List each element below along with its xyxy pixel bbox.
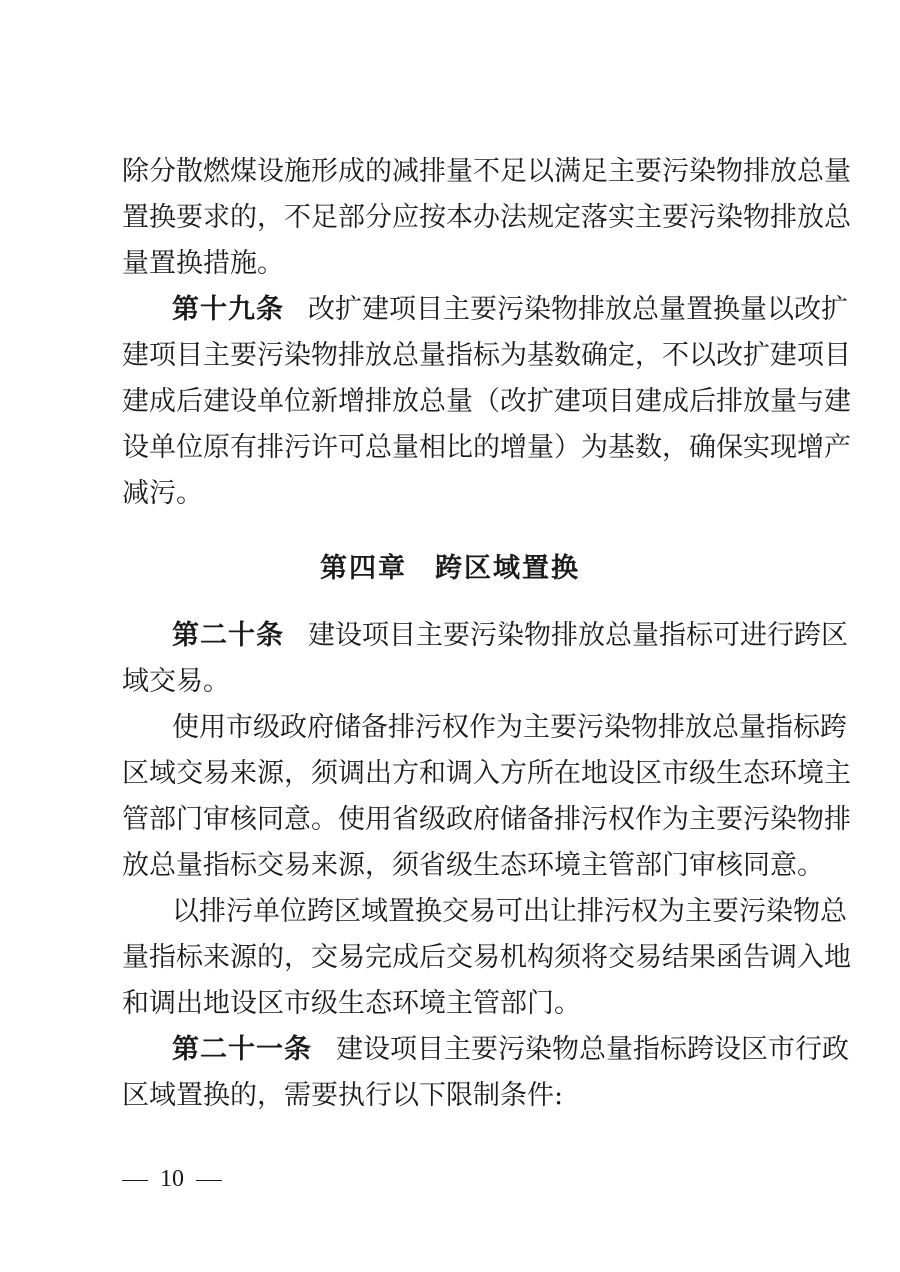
- dash-decoration: [122, 1180, 148, 1181]
- article-line: [172, 293, 848, 327]
- body-line: 和调出地设区市级生态环境主管部门。: [122, 988, 581, 1019]
- body-line: 减污。: [122, 478, 203, 509]
- page-number: [122, 1164, 222, 1194]
- body-line: 除分散燃煤设施形成的减排量不足以满足主要污染物排放总量: [122, 156, 851, 187]
- article-text: 建设项目主要污染物排放总量指标可进行跨区: [308, 620, 848, 651]
- chapter-title: 跨区域置换: [435, 553, 580, 584]
- article-line: [172, 1033, 849, 1067]
- article-number: 第十九条: [172, 294, 284, 325]
- body-line: 建项目主要污染物排放总量指标为基数确定，不以改扩建项目: [122, 340, 851, 371]
- page-number-value: 10: [160, 1166, 184, 1192]
- body-line: 量指标来源的，交易完成后交易机构须将交易结果函告调入地: [122, 942, 851, 973]
- body-line: 使用市级政府储备排污权作为主要污染物排放总量指标跨: [172, 712, 847, 743]
- article-text: 建设项目主要污染物总量指标跨设区市行政: [336, 1034, 849, 1065]
- body-line: 区域交易来源，须调出方和调入方所在地设区市级生态环境主: [122, 758, 851, 789]
- body-line: 量置换措施。: [122, 248, 284, 279]
- body-line: 建成后建设单位新增排放总量（改扩建项目建成后排放量与建: [122, 386, 851, 417]
- body-line: 以排污单位跨区域置换交易可出让排污权为主要污染物总: [172, 896, 847, 927]
- body-line: 放总量指标交易来源，须省级生态环境主管部门审核同意。: [122, 850, 824, 881]
- article-line: [172, 619, 848, 653]
- article-text: 改扩建项目主要污染物排放总量置换量以改扩: [308, 294, 848, 325]
- chapter-heading: [0, 552, 900, 586]
- body-line: 域交易。: [122, 666, 230, 697]
- article-number: 第二十一条: [172, 1034, 312, 1065]
- body-line: 管部门审核同意。使用省级政府储备排污权作为主要污染物排: [122, 804, 851, 835]
- body-line: 置换要求的，不足部分应按本办法规定落实主要污染物排放总: [122, 202, 851, 233]
- article-number: 第二十条: [172, 620, 284, 651]
- body-line: 区域置换的，需要执行以下限制条件:: [122, 1080, 564, 1111]
- chapter-number: 第四章: [320, 553, 407, 584]
- body-line: 设单位原有排污许可总量相比的增量）为基数，确保实现增产: [122, 432, 851, 463]
- dash-decoration: [196, 1180, 222, 1181]
